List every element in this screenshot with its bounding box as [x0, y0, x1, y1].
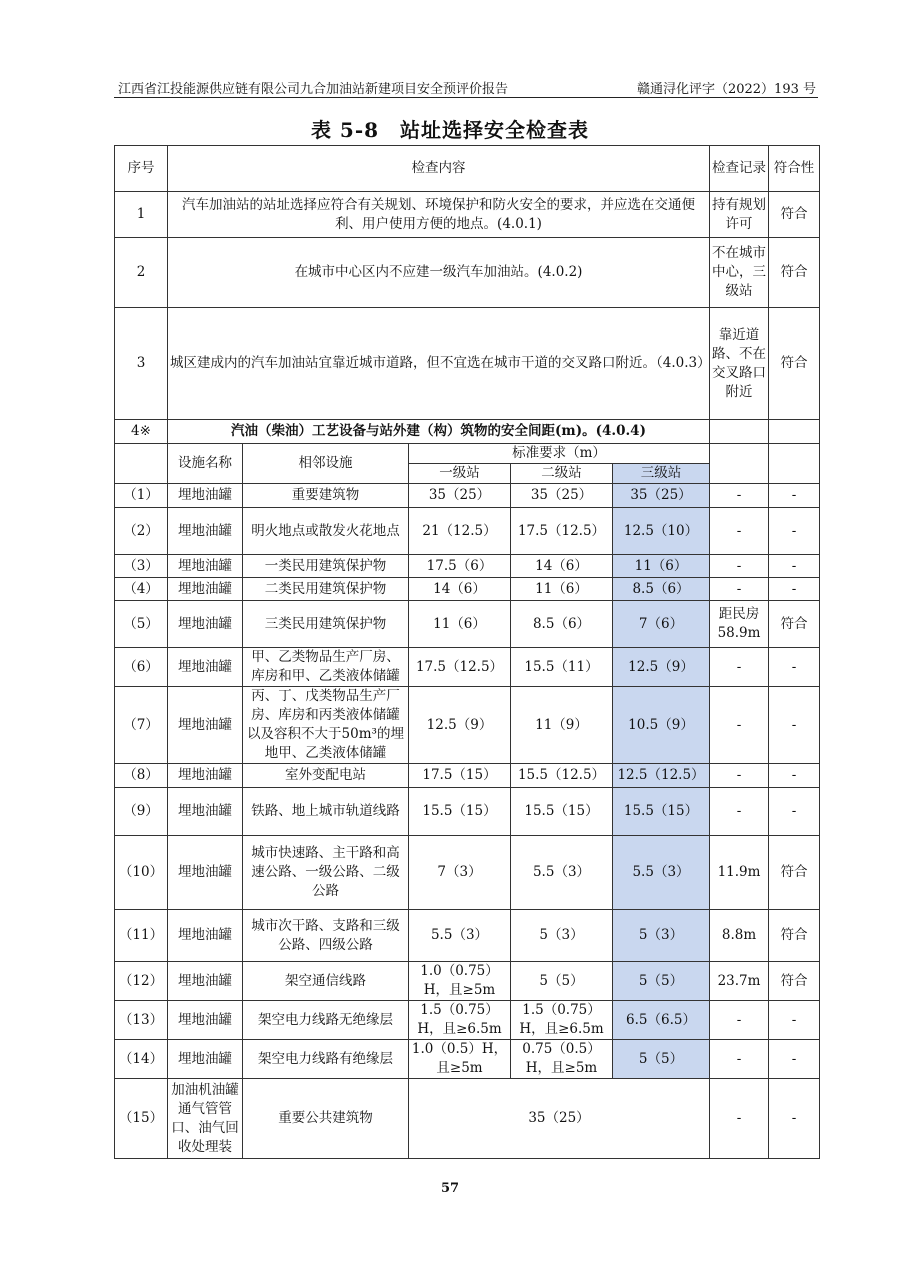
subhead-empty-record — [710, 444, 769, 484]
item-result: 符合 — [769, 192, 820, 238]
row-result: - — [769, 687, 820, 764]
row-level2: 14（6） — [511, 555, 613, 578]
row-facility: 埋地油罐 — [168, 1040, 243, 1079]
row-level1: 17.5（12.5） — [409, 648, 511, 687]
row-level3: 5（3） — [613, 910, 710, 962]
row-no: （7） — [115, 687, 168, 764]
row-facility: 埋地油罐 — [168, 508, 243, 555]
row-record: - — [710, 687, 769, 764]
distance-row — [115, 555, 820, 578]
row-adjacent: 丙、丁、戊类物品生产厂房、库房和丙类液体储罐以及容积不大于50m³的埋地甲、乙类液体储罐 — [243, 687, 409, 764]
row-record: - — [710, 764, 769, 788]
row-adjacent: 架空通信线路 — [243, 962, 409, 1001]
row-level2: 11（6） — [511, 578, 613, 601]
header-report-number: 赣通浔化评字（2022）193 号 — [636, 82, 816, 97]
row-adjacent: 重要建筑物 — [243, 484, 409, 508]
distance-row — [115, 910, 820, 962]
row-level3: 5.5（3） — [613, 836, 710, 910]
row-merged-value: 35（25） — [409, 1079, 710, 1159]
row-record: - — [710, 1079, 769, 1159]
row-facility: 埋地油罐 — [168, 601, 243, 648]
page-number: 57 — [440, 1181, 460, 1196]
row-no: （13） — [115, 1001, 168, 1040]
row-no: （9） — [115, 788, 168, 836]
row-no: （6） — [115, 648, 168, 687]
row-level2: 5.5（3） — [511, 836, 613, 910]
row-level1: 17.5（6） — [409, 555, 511, 578]
distance-row — [115, 601, 820, 648]
row-no: （4） — [115, 578, 168, 601]
header-record: 检查记录 — [710, 146, 769, 192]
header-content: 检查内容 — [168, 146, 710, 192]
row-level3: 8.5（6） — [613, 578, 710, 601]
row-no: （11） — [115, 910, 168, 962]
row-facility: 埋地油罐 — [168, 788, 243, 836]
table-body — [115, 146, 820, 1159]
row-record: - — [710, 1001, 769, 1040]
row-result: - — [769, 508, 820, 555]
row-facility: 加油机油罐通气管管口、油气回收处理装 — [168, 1079, 243, 1159]
row-no: （1） — [115, 484, 168, 508]
row-adjacent: 城市快速路、主干路和高速公路、一级公路、二级公路 — [243, 836, 409, 910]
row-level3: 11（6） — [613, 555, 710, 578]
row-facility: 埋地油罐 — [168, 648, 243, 687]
item-content: 汽车加油站的站址选择应符合有关规划、环境保护和防火安全的要求，并应选在交通便利、用户使用方便的地点。(4.0.1) — [168, 192, 710, 238]
row-level1: 1.0（0.75）H，且≥5m — [409, 962, 511, 1001]
row-record: - — [710, 484, 769, 508]
row-level1: 5.5（3） — [409, 910, 511, 962]
row-level1: 21（12.5） — [409, 508, 511, 555]
row-level1: 17.5（15） — [409, 764, 511, 788]
subhead-empty-no — [115, 444, 168, 484]
row-record: - — [710, 555, 769, 578]
row-level2: 5（3） — [511, 910, 613, 962]
row-facility: 埋地油罐 — [168, 836, 243, 910]
header-divider — [114, 97, 818, 98]
distance-row — [115, 1001, 820, 1040]
row-level2: 0.75（0.5）H，且≥5m — [511, 1040, 613, 1079]
table-header-row — [115, 146, 820, 192]
item-record: 不在城市中心，三级站 — [710, 238, 769, 308]
item-result: 符合 — [769, 238, 820, 308]
row-level3: 12.5（10） — [613, 508, 710, 555]
row-result: 符合 — [769, 601, 820, 648]
row-adjacent: 室外变配电站 — [243, 764, 409, 788]
row-facility: 埋地油罐 — [168, 910, 243, 962]
row-no: （3） — [115, 555, 168, 578]
item-no: 2 — [115, 238, 168, 308]
row-record: - — [710, 578, 769, 601]
row-no: （14） — [115, 1040, 168, 1079]
row-level1: 14（6） — [409, 578, 511, 601]
row-adjacent: 三类民用建筑保护物 — [243, 601, 409, 648]
item-no: 1 — [115, 192, 168, 238]
distance-row — [115, 1040, 820, 1079]
distance-row — [115, 764, 820, 788]
row-result: 符合 — [769, 962, 820, 1001]
check-item-row — [115, 238, 820, 308]
distance-row — [115, 508, 820, 555]
row-adjacent: 二类民用建筑保护物 — [243, 578, 409, 601]
check-item-row — [115, 308, 820, 420]
row-level3: 15.5（15） — [613, 788, 710, 836]
section-empty-record — [710, 420, 769, 444]
row-level1: 11（6） — [409, 601, 511, 648]
row-result: - — [769, 1040, 820, 1079]
row-facility: 埋地油罐 — [168, 555, 243, 578]
row-level3: 12.5（12.5） — [613, 764, 710, 788]
row-record: - — [710, 1040, 769, 1079]
distance-row — [115, 648, 820, 687]
distance-row — [115, 578, 820, 601]
row-no: （2） — [115, 508, 168, 555]
row-level1: 15.5（15） — [409, 788, 511, 836]
row-adjacent: 架空电力线路有绝缘层 — [243, 1040, 409, 1079]
distance-header-row — [115, 444, 820, 464]
subhead-adjacent: 相邻设施 — [243, 444, 409, 484]
row-result: 符合 — [769, 836, 820, 910]
row-level3: 5（5） — [613, 1040, 710, 1079]
section-empty-result — [769, 420, 820, 444]
item-result: 符合 — [769, 308, 820, 420]
distance-row — [115, 687, 820, 764]
row-adjacent: 明火地点或散发火花地点 — [243, 508, 409, 555]
section-title: 汽油（柴油）工艺设备与站外建（构）筑物的安全间距(m)。(4.0.4) — [168, 420, 710, 444]
distance-row-last — [115, 1079, 820, 1159]
row-result: - — [769, 484, 820, 508]
row-result: - — [769, 648, 820, 687]
row-level3: 12.5（9） — [613, 648, 710, 687]
row-record: 23.7m — [710, 962, 769, 1001]
distance-row — [115, 836, 820, 910]
row-facility: 埋地油罐 — [168, 687, 243, 764]
item-content: 在城市中心区内不应建一级汽车加油站。(4.0.2) — [168, 238, 710, 308]
subhead-facility: 设施名称 — [168, 444, 243, 484]
row-result: - — [769, 555, 820, 578]
row-record: - — [710, 508, 769, 555]
row-result: - — [769, 1001, 820, 1040]
row-result: - — [769, 578, 820, 601]
section-no: 4※ — [115, 420, 168, 444]
row-level1: 1.5（0.75）H，且≥6.5m — [409, 1001, 511, 1040]
row-no: （12） — [115, 962, 168, 1001]
row-no: （15） — [115, 1079, 168, 1159]
row-level2: 15.5（15） — [511, 788, 613, 836]
item-content: 城区建成内的汽车加油站宜靠近城市道路，但不宜选在城市干道的交叉路口附近。（4.0.3） — [168, 308, 710, 420]
row-facility: 埋地油罐 — [168, 578, 243, 601]
row-level2: 5（5） — [511, 962, 613, 1001]
section-row — [115, 420, 820, 444]
row-adjacent: 架空电力线路无绝缘层 — [243, 1001, 409, 1040]
row-record: 距民房58.9m — [710, 601, 769, 648]
row-no: （8） — [115, 764, 168, 788]
row-level3: 6.5（6.5） — [613, 1001, 710, 1040]
row-level3: 35（25） — [613, 484, 710, 508]
row-record: 8.8m — [710, 910, 769, 962]
row-level3: 10.5（9） — [613, 687, 710, 764]
row-record: - — [710, 648, 769, 687]
row-level1: 12.5（9） — [409, 687, 511, 764]
subhead-empty-result — [769, 444, 820, 484]
row-adjacent: 铁路、地上城市轨道线路 — [243, 788, 409, 836]
site-selection-checklist-table — [114, 145, 820, 1159]
row-level3: 7（6） — [613, 601, 710, 648]
row-level2: 1.5（0.75）H，且≥6.5m — [511, 1001, 613, 1040]
subhead-standard: 标准要求（m） — [409, 444, 710, 464]
subhead-level2: 二级站 — [511, 464, 613, 484]
check-item-row — [115, 192, 820, 238]
row-facility: 埋地油罐 — [168, 484, 243, 508]
row-level1: 1.0（0.5）H，且≥5m — [409, 1040, 511, 1079]
row-level1: 35（25） — [409, 484, 511, 508]
row-adjacent: 重要公共建筑物 — [243, 1079, 409, 1159]
header-report-title: 江西省江投能源供应链有限公司九合加油站新建项目安全预评价报告 — [118, 82, 509, 97]
row-level2: 35（25） — [511, 484, 613, 508]
table-title: 表 5-8 站址选择安全检查表 — [310, 118, 590, 142]
header-result: 符合性 — [769, 146, 820, 192]
row-level1: 7（3） — [409, 836, 511, 910]
row-record: - — [710, 788, 769, 836]
row-level2: 15.5（12.5） — [511, 764, 613, 788]
subhead-level1: 一级站 — [409, 464, 511, 484]
row-record: 11.9m — [710, 836, 769, 910]
header-no: 序号 — [115, 146, 168, 192]
item-record: 持有规划许可 — [710, 192, 769, 238]
distance-row — [115, 484, 820, 508]
item-record: 靠近道路、不在交叉路口附近 — [710, 308, 769, 420]
row-result: - — [769, 764, 820, 788]
row-level2: 8.5（6） — [511, 601, 613, 648]
row-result: 符合 — [769, 910, 820, 962]
row-adjacent: 城市次干路、支路和三级公路、四级公路 — [243, 910, 409, 962]
row-facility: 埋地油罐 — [168, 1001, 243, 1040]
row-facility: 埋地油罐 — [168, 764, 243, 788]
item-no: 3 — [115, 308, 168, 420]
row-no: （5） — [115, 601, 168, 648]
distance-row — [115, 962, 820, 1001]
row-result: - — [769, 1079, 820, 1159]
row-adjacent: 一类民用建筑保护物 — [243, 555, 409, 578]
row-level2: 17.5（12.5） — [511, 508, 613, 555]
row-level2: 15.5（11） — [511, 648, 613, 687]
distance-row — [115, 788, 820, 836]
row-level2: 11（9） — [511, 687, 613, 764]
row-result: - — [769, 788, 820, 836]
row-level3: 5（5） — [613, 962, 710, 1001]
row-adjacent: 甲、乙类物品生产厂房、库房和甲、乙类液体储罐 — [243, 648, 409, 687]
row-no: （10） — [115, 836, 168, 910]
row-facility: 埋地油罐 — [168, 962, 243, 1001]
subhead-level3: 三级站 — [613, 464, 710, 484]
